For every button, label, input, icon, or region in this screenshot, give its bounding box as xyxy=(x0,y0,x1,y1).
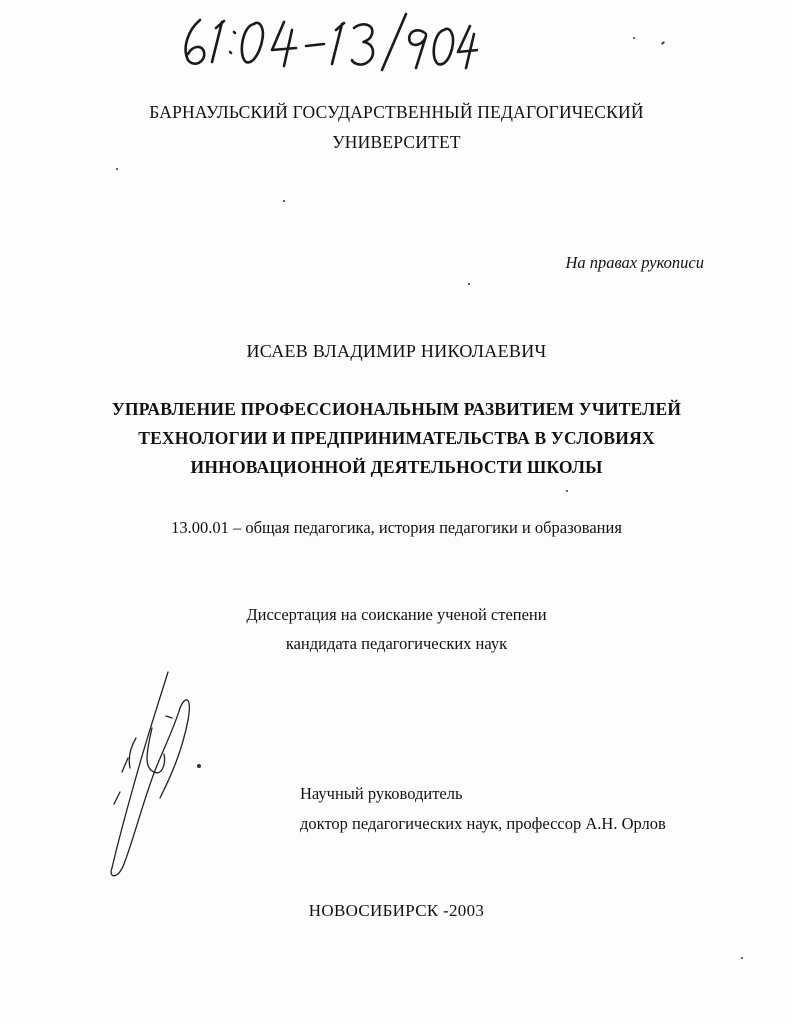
degree-line-1: Диссертация на соискание ученой степени xyxy=(246,605,547,624)
university-name-line-2: УНИВЕРСИТЕТ xyxy=(332,132,461,152)
manuscript-rights-note: На правах рукописи xyxy=(565,253,704,272)
supervisor-name: доктор педагогических наук, профессор А.Н. Орлов xyxy=(300,814,666,833)
scan-speck xyxy=(741,957,743,959)
dissertation-title-line-3: ИННОВАЦИОННОЙ ДЕЯТЕЛЬНОСТИ ШКОЛЫ xyxy=(190,457,603,477)
archive-code-text: 61:04-13/904 xyxy=(178,8,184,9)
scan-speck xyxy=(283,200,285,202)
university-name-line-1: БАРНАУЛЬСКИЙ ГОСУДАРСТВЕННЫЙ ПЕДАГОГИЧЕСКИЙ xyxy=(149,102,644,122)
degree-line-2: кандидата педагогических наук xyxy=(285,634,508,653)
specialty-code: 13.00.01 – общая педагогика, история педагогики и образования xyxy=(171,518,622,537)
scan-speck xyxy=(661,41,665,45)
handwritten-signature xyxy=(100,668,220,883)
author-name: ИСАЕВ ВЛАДИМИР НИКОЛАЕВИЧ xyxy=(246,341,547,361)
scan-speck xyxy=(468,283,470,285)
city-year: НОВОСИБИРСК -2003 xyxy=(308,901,485,920)
scan-speck xyxy=(566,490,568,492)
scan-speck xyxy=(633,37,635,39)
dissertation-title-line-1: УПРАВЛЕНИЕ ПРОФЕССИОНАЛЬНЫМ РАЗВИТИЕМ УЧИТЕЛЕЙ xyxy=(111,399,682,419)
supervisor-label: Научный руководитель xyxy=(300,784,463,803)
dissertation-title-line-2: ТЕХНОЛОГИИ И ПРЕДПРИНИМАТЕЛЬСТВА В УСЛОВИЯХ xyxy=(138,428,655,448)
scan-speck xyxy=(116,168,118,170)
handwritten-archive-code xyxy=(178,8,478,72)
